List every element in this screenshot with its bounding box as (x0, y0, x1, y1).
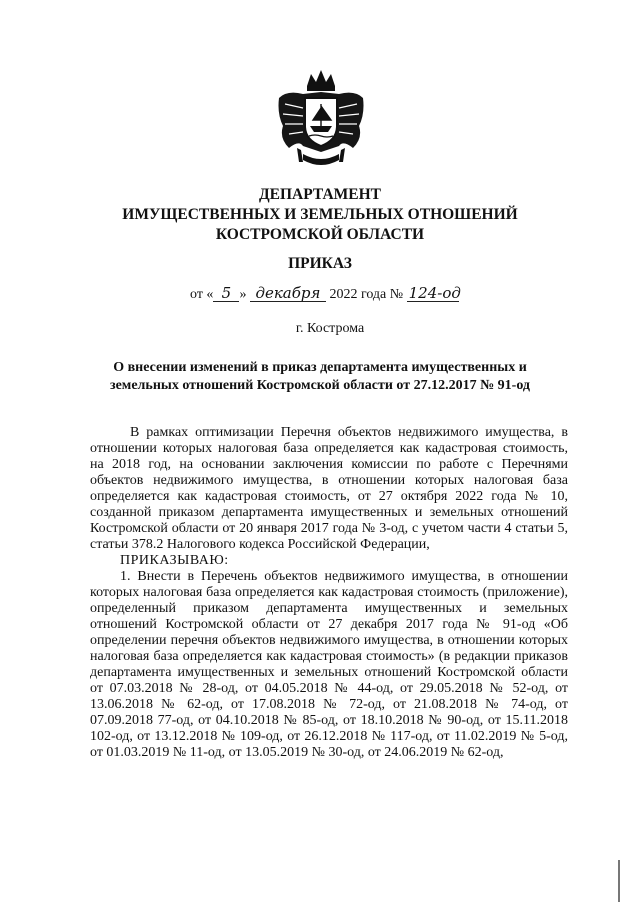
preamble-paragraph: В рамках оптимизации Перечня объектов недвижимого имущества, в отношении которых налоговая база определяется как кадастровая стоимость, на 2018 год, на основании заключения комиссии по работе с Перечнями объектов недвижимого имущества, в отношении которых налоговая база определяется как кадастровая стоимость, от 27 октября 2022 года № 10, созданной приказом департамента имущественных и земельных отношений Костромской области от 20 января 2017 года № 3-од, с учетом части 4 статьи 5, статьи 378.2 Налогового кодекса Российской Федерации, (90, 425, 568, 552)
coat-of-arms-emblem (273, 68, 369, 176)
subject-line-1: О внесении изменений в приказ департамента имущественных и (113, 360, 527, 375)
order-title: ПРИКАЗ (288, 255, 352, 272)
city-name: г. Кострома (295, 321, 365, 336)
department-line-3: КОСТРОМСКОЙ ОБЛАСТИ (215, 226, 425, 243)
department-heading (0, 185, 640, 245)
command-word: ПРИКАЗЫВАЮ: (120, 553, 229, 568)
order-date-line (190, 285, 459, 305)
date-prefix: от « (190, 287, 214, 302)
handwritten-day: 5 (213, 285, 239, 302)
department-line-1: ДЕПАРТАМЕНТ (258, 186, 382, 203)
department-line-2: ИМУЩЕСТВЕННЫХ И ЗЕМЕЛЬНЫХ ОТНОШЕНИЙ (122, 206, 518, 223)
handwritten-order-number: 124-од (408, 284, 461, 302)
order-body (90, 425, 568, 761)
date-day-close: » (239, 287, 247, 302)
handwritten-month: декабря (250, 285, 326, 302)
subject-line-2: земельных отношений Костромской области от 27.12.2017 № 91-од (109, 378, 531, 393)
year-text: 2022 года № (329, 287, 404, 302)
scan-edge-mark (618, 860, 620, 902)
order-subject (0, 359, 640, 395)
item-1-paragraph: 1. Внести в Перечень объектов недвижимого имущества, в отношении которых налоговая база определяется как кадастровая стоимость (приложение), определенный приказом департамента имущественных и земельных отношений Костромской области от 27 декабря 2017 года № 91-од «Об определении перечня объектов недвижимого имущества, в отношении которых налоговая база определяется как кадастровая стоимость» (в редакции приказов департамента имущественных и земельных отношений Костромской области от 07.03.2018 № 28-од, от 04.05.2018 № 44-од, от 29.05.2018 № 52-од, от 13.06.2018 № 62-од, от 17.08.2018 № 72-од, от 21.08.2018 № 74-од, от 07.09.2018 77-од, от 04.10.2018 № 85-од, от 18.10.2018 № 90-од, от 15.11.2018 102-од, от 13.12.2018 № 109-од, от 26.12.2018 № 117-од, от 11.02.2019 № 5-од, от 01.03.2019 № 11-од, от 13.05.2019 № 30-од, от 24.06.2019 № 62-од, (90, 569, 568, 760)
